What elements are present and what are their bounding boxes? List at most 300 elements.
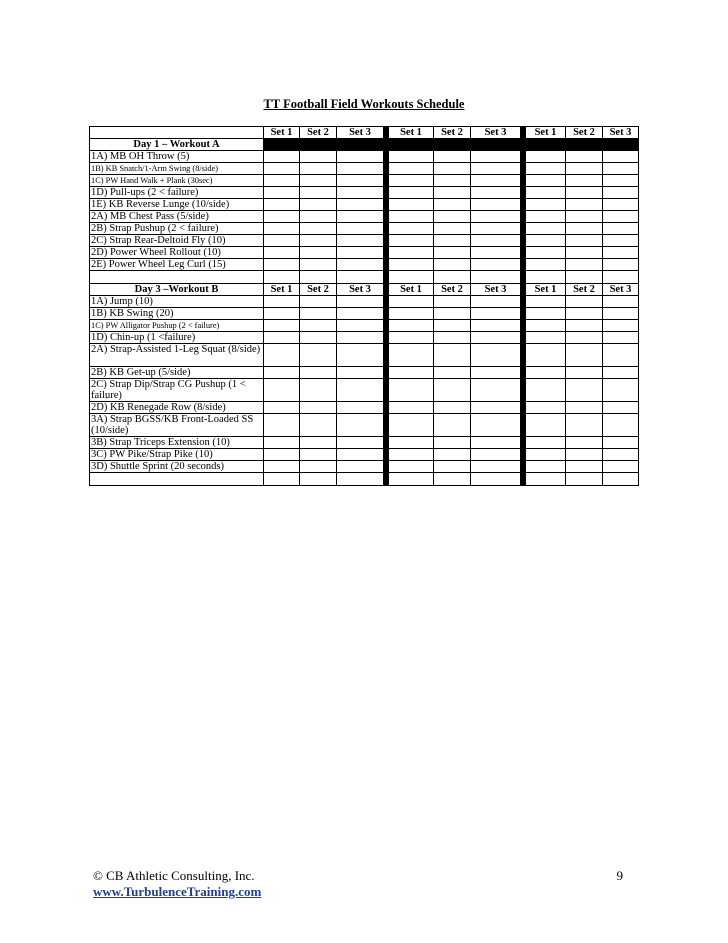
set-cell	[526, 211, 566, 223]
set-header: Set 2	[300, 127, 337, 139]
table-row	[90, 414, 639, 437]
set-cell	[264, 449, 300, 461]
set-cell	[471, 247, 521, 259]
set-cell	[434, 308, 471, 320]
set-cell	[603, 271, 639, 284]
set-cell	[526, 223, 566, 235]
set-cell	[389, 461, 434, 473]
set-cell	[389, 151, 434, 163]
set-cell	[264, 296, 300, 308]
set-cell	[603, 332, 639, 344]
set-cell	[264, 139, 300, 151]
set-cell	[300, 199, 337, 211]
set-cell	[566, 139, 603, 151]
set-cell	[389, 199, 434, 211]
table-row	[90, 199, 639, 211]
set-cell	[566, 175, 603, 187]
set-cell	[526, 332, 566, 344]
set-cell	[300, 223, 337, 235]
set-cell	[603, 247, 639, 259]
exercise-name: 1A) Jump (10)	[90, 296, 264, 308]
set-cell	[434, 367, 471, 379]
set-cell	[471, 437, 521, 449]
set-cell	[603, 163, 639, 175]
set-cell	[264, 271, 300, 284]
set-cell	[566, 296, 603, 308]
set-cell	[566, 402, 603, 414]
set-cell	[300, 271, 337, 284]
set-cell	[300, 235, 337, 247]
set-cell	[471, 235, 521, 247]
set-cell	[264, 344, 300, 367]
set-cell	[603, 449, 639, 461]
header-row	[90, 127, 639, 139]
set-cell	[603, 379, 639, 402]
set-header: Set 2	[566, 127, 603, 139]
table-row	[90, 320, 639, 332]
table-row	[90, 151, 639, 163]
set-cell	[526, 199, 566, 211]
table-row	[90, 332, 639, 344]
set-cell	[566, 151, 603, 163]
set-cell	[337, 259, 384, 271]
set-cell	[264, 223, 300, 235]
website-link[interactable]: www.TurbulenceTraining.com	[93, 884, 262, 899]
set-cell	[526, 473, 566, 486]
exercise-name: 3C) PW Pike/Strap Pike (10)	[90, 449, 264, 461]
table-row	[90, 223, 639, 235]
set-cell	[526, 367, 566, 379]
table-row	[90, 449, 639, 461]
set-cell	[389, 247, 434, 259]
set-cell	[389, 367, 434, 379]
table-row	[90, 308, 639, 320]
set-cell	[434, 296, 471, 308]
set-cell	[471, 259, 521, 271]
set-cell	[264, 259, 300, 271]
set-cell	[471, 271, 521, 284]
exercise-name: 3D) Shuttle Sprint (20 seconds)	[90, 461, 264, 473]
set-cell	[434, 151, 471, 163]
set-cell	[389, 223, 434, 235]
empty-row	[90, 271, 639, 284]
set-cell	[566, 414, 603, 437]
set-cell	[264, 473, 300, 486]
set-cell	[300, 449, 337, 461]
page-title: TT Football Field Workouts Schedule	[263, 97, 465, 111]
exercise-name: 1B) KB Snatch/1-Arm Swing (8/side)	[90, 163, 264, 175]
set-header: Set 2	[566, 284, 603, 296]
set-cell	[566, 332, 603, 344]
exercise-name: 2E) Power Wheel Leg Curl (15)	[90, 259, 264, 271]
exercise-name: 2D) Power Wheel Rollout (10)	[90, 247, 264, 259]
set-cell	[471, 211, 521, 223]
set-cell	[264, 151, 300, 163]
set-header: Set 1	[526, 127, 566, 139]
set-cell	[337, 414, 384, 437]
set-header: Set 3	[471, 127, 521, 139]
set-header: Set 1	[389, 284, 434, 296]
set-cell	[389, 473, 434, 486]
set-cell	[300, 163, 337, 175]
set-cell	[337, 449, 384, 461]
set-cell	[264, 332, 300, 344]
table-row	[90, 247, 639, 259]
set-cell	[337, 473, 384, 486]
set-cell	[389, 402, 434, 414]
set-cell	[337, 235, 384, 247]
set-cell	[264, 379, 300, 402]
set-cell	[603, 151, 639, 163]
exercise-name: 2C) Strap Rear-Deltoid Fly (10)	[90, 235, 264, 247]
exercise-name: 1C) PW Hand Walk + Plank (30sec)	[90, 175, 264, 187]
set-cell	[526, 139, 566, 151]
set-cell	[434, 175, 471, 187]
table-row	[90, 461, 639, 473]
set-cell	[526, 379, 566, 402]
table-row	[90, 296, 639, 308]
exercise-name: 2B) KB Get-up (5/side)	[90, 367, 264, 379]
exercise-name: 2A) MB Chest Pass (5/side)	[90, 211, 264, 223]
set-header: Set 3	[337, 127, 384, 139]
set-cell	[526, 344, 566, 367]
set-cell	[434, 211, 471, 223]
header-row	[90, 139, 639, 151]
set-cell	[434, 437, 471, 449]
set-cell	[434, 163, 471, 175]
set-cell	[337, 402, 384, 414]
table-row	[90, 235, 639, 247]
set-header: Set 3	[471, 284, 521, 296]
set-cell	[603, 461, 639, 473]
set-cell	[434, 402, 471, 414]
set-cell	[434, 449, 471, 461]
set-cell	[389, 163, 434, 175]
set-cell	[389, 344, 434, 367]
copyright-text: © CB Athletic Consulting, Inc.	[93, 868, 255, 883]
set-cell	[526, 414, 566, 437]
set-cell	[526, 437, 566, 449]
set-cell	[603, 296, 639, 308]
exercise-name: 1D) Pull-ups (2 < failure)	[90, 187, 264, 199]
set-cell	[526, 235, 566, 247]
set-cell	[389, 175, 434, 187]
set-cell	[566, 211, 603, 223]
exercise-name: 3B) Strap Triceps Extension (10)	[90, 437, 264, 449]
set-cell	[389, 259, 434, 271]
set-cell	[300, 461, 337, 473]
set-cell	[471, 175, 521, 187]
set-cell	[526, 271, 566, 284]
set-cell	[264, 199, 300, 211]
set-cell	[566, 344, 603, 367]
set-cell	[389, 187, 434, 199]
set-cell	[337, 461, 384, 473]
set-cell	[603, 139, 639, 151]
set-cell	[337, 151, 384, 163]
set-cell	[300, 344, 337, 367]
set-cell	[603, 223, 639, 235]
set-cell	[389, 271, 434, 284]
set-cell	[337, 367, 384, 379]
table-row	[90, 379, 639, 402]
set-cell	[434, 344, 471, 367]
set-cell	[566, 461, 603, 473]
set-cell	[566, 449, 603, 461]
set-cell	[471, 199, 521, 211]
set-cell	[471, 187, 521, 199]
set-cell	[264, 367, 300, 379]
set-cell	[566, 473, 603, 486]
set-cell	[434, 223, 471, 235]
set-cell	[264, 308, 300, 320]
set-cell	[300, 473, 337, 486]
set-cell	[471, 320, 521, 332]
set-cell	[566, 187, 603, 199]
set-cell	[526, 259, 566, 271]
set-cell	[603, 175, 639, 187]
set-cell	[566, 379, 603, 402]
set-cell	[264, 320, 300, 332]
set-cell	[337, 344, 384, 367]
exercise-name: 1E) KB Reverse Lunge (10/side)	[90, 199, 264, 211]
set-cell	[471, 414, 521, 437]
set-cell	[434, 414, 471, 437]
exercise-name: 1B) KB Swing (20)	[90, 308, 264, 320]
exercise-name: 2B) Strap Pushup (2 < failure)	[90, 223, 264, 235]
exercise-name	[90, 271, 264, 284]
set-cell	[471, 151, 521, 163]
set-cell	[337, 308, 384, 320]
set-cell	[300, 320, 337, 332]
set-cell	[526, 151, 566, 163]
table-row	[90, 437, 639, 449]
set-cell	[300, 414, 337, 437]
set-cell	[300, 175, 337, 187]
set-cell	[300, 151, 337, 163]
set-cell	[603, 259, 639, 271]
set-cell	[526, 175, 566, 187]
set-cell	[300, 332, 337, 344]
set-cell	[264, 211, 300, 223]
set-cell	[300, 379, 337, 402]
set-cell	[471, 367, 521, 379]
set-header: Set 1	[264, 127, 300, 139]
set-cell	[434, 139, 471, 151]
exercise-name: 2D) KB Renegade Row (8/side)	[90, 402, 264, 414]
table-row	[90, 163, 639, 175]
workout-heading: Day 3 –Workout B	[90, 284, 264, 296]
set-cell	[471, 344, 521, 367]
set-cell	[264, 175, 300, 187]
set-cell	[603, 344, 639, 367]
set-cell	[526, 449, 566, 461]
table-row	[90, 367, 639, 379]
set-cell	[389, 296, 434, 308]
set-cell	[526, 163, 566, 175]
set-cell	[434, 247, 471, 259]
set-header: Set 3	[603, 127, 639, 139]
set-cell	[264, 247, 300, 259]
set-cell	[566, 199, 603, 211]
set-cell	[603, 402, 639, 414]
set-cell	[337, 271, 384, 284]
set-header: Set 1	[389, 127, 434, 139]
set-cell	[471, 296, 521, 308]
set-cell	[264, 235, 300, 247]
page-footer	[93, 868, 633, 900]
set-cell	[526, 402, 566, 414]
set-cell	[389, 332, 434, 344]
set-cell	[434, 199, 471, 211]
set-cell	[389, 414, 434, 437]
exercise-name: 3A) Strap BGSS/KB Front-Loaded SS (10/side)	[90, 414, 264, 437]
set-cell	[337, 332, 384, 344]
table-row	[90, 259, 639, 271]
set-cell	[434, 259, 471, 271]
set-cell	[389, 379, 434, 402]
set-cell	[603, 199, 639, 211]
set-cell	[526, 187, 566, 199]
set-cell	[566, 308, 603, 320]
set-cell	[471, 332, 521, 344]
set-cell	[337, 199, 384, 211]
set-cell	[389, 211, 434, 223]
page-number: 9	[616, 868, 623, 883]
table-row	[90, 211, 639, 223]
set-cell	[566, 320, 603, 332]
set-cell	[566, 223, 603, 235]
set-cell	[526, 296, 566, 308]
set-cell	[389, 437, 434, 449]
set-cell	[300, 402, 337, 414]
set-cell	[434, 320, 471, 332]
set-cell	[337, 296, 384, 308]
set-cell	[300, 139, 337, 151]
set-cell	[471, 308, 521, 320]
set-cell	[300, 308, 337, 320]
set-cell	[603, 308, 639, 320]
set-cell	[337, 437, 384, 449]
set-cell	[337, 163, 384, 175]
set-header: Set 2	[300, 284, 337, 296]
set-cell	[566, 163, 603, 175]
set-cell	[337, 223, 384, 235]
empty-row	[90, 473, 639, 486]
exercise-name: 2A) Strap-Assisted 1-Leg Squat (8/side)	[90, 344, 264, 367]
table-row	[90, 402, 639, 414]
table-row	[90, 187, 639, 199]
header-blank-cell	[90, 127, 264, 139]
set-cell	[471, 461, 521, 473]
header-row	[90, 284, 639, 296]
table-row	[90, 344, 639, 367]
set-cell	[526, 308, 566, 320]
set-cell	[434, 379, 471, 402]
set-header: Set 1	[264, 284, 300, 296]
exercise-name: 1D) Chin-up (1 <failure)	[90, 332, 264, 344]
table-row	[90, 175, 639, 187]
set-cell	[337, 187, 384, 199]
set-cell	[337, 379, 384, 402]
workout-schedule-table	[89, 126, 639, 486]
set-cell	[337, 320, 384, 332]
set-cell	[566, 235, 603, 247]
set-cell	[603, 367, 639, 379]
set-cell	[603, 473, 639, 486]
set-cell	[603, 235, 639, 247]
set-cell	[300, 187, 337, 199]
set-cell	[603, 437, 639, 449]
set-cell	[471, 223, 521, 235]
set-cell	[603, 187, 639, 199]
set-cell	[300, 437, 337, 449]
set-cell	[264, 461, 300, 473]
set-cell	[566, 367, 603, 379]
set-cell	[264, 414, 300, 437]
set-cell	[389, 308, 434, 320]
set-cell	[471, 379, 521, 402]
set-cell	[264, 187, 300, 199]
set-cell	[434, 332, 471, 344]
set-cell	[337, 247, 384, 259]
set-cell	[434, 235, 471, 247]
set-cell	[300, 247, 337, 259]
set-cell	[264, 163, 300, 175]
set-cell	[389, 139, 434, 151]
set-header: Set 3	[603, 284, 639, 296]
set-cell	[337, 211, 384, 223]
set-cell	[603, 414, 639, 437]
exercise-name: 1C) PW Alligator Pushup (2 < failure)	[90, 320, 264, 332]
set-cell	[566, 271, 603, 284]
set-cell	[434, 271, 471, 284]
set-cell	[389, 320, 434, 332]
exercise-name: 2C) Strap Dip/Strap CG Pushup (1 < failure)	[90, 379, 264, 402]
set-cell	[526, 247, 566, 259]
set-cell	[471, 402, 521, 414]
set-cell	[471, 139, 521, 151]
set-cell	[526, 461, 566, 473]
set-header: Set 3	[337, 284, 384, 296]
set-header: Set 1	[526, 284, 566, 296]
set-cell	[337, 139, 384, 151]
set-cell	[389, 235, 434, 247]
set-cell	[471, 163, 521, 175]
exercise-name	[90, 473, 264, 486]
set-cell	[264, 402, 300, 414]
set-cell	[603, 211, 639, 223]
set-cell	[434, 187, 471, 199]
set-cell	[526, 320, 566, 332]
set-cell	[603, 320, 639, 332]
set-cell	[389, 449, 434, 461]
set-cell	[471, 449, 521, 461]
set-cell	[300, 296, 337, 308]
set-header: Set 2	[434, 284, 471, 296]
set-cell	[434, 473, 471, 486]
set-cell	[566, 247, 603, 259]
set-cell	[434, 461, 471, 473]
set-header: Set 2	[434, 127, 471, 139]
set-cell	[471, 473, 521, 486]
set-cell	[566, 437, 603, 449]
set-cell	[300, 259, 337, 271]
exercise-name: 1A) MB OH Throw (5)	[90, 151, 264, 163]
set-cell	[300, 367, 337, 379]
set-cell	[337, 175, 384, 187]
set-cell	[264, 437, 300, 449]
